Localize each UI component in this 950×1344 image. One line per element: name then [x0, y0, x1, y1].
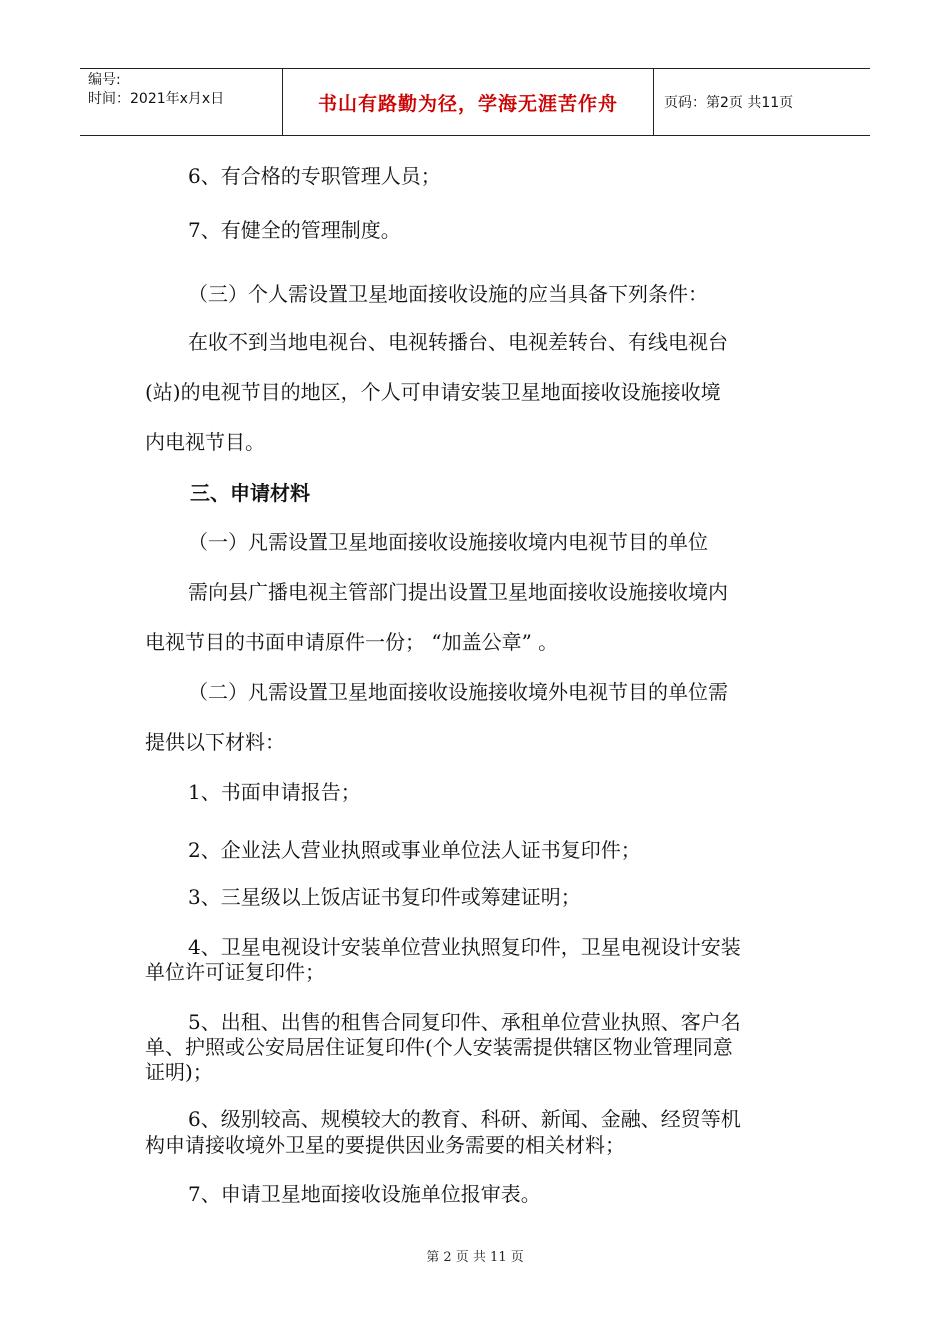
section-heading: 三、申请材料 — [190, 481, 310, 505]
page-footer: 第 2 页 共 11 页 — [426, 1250, 524, 1265]
list-item: 3、三星级以上饭店证书复印件或筹建证明； — [188, 885, 581, 909]
list-item: 4、卫星电视设计安装单位营业执照复印件，卫星电视设计安装 — [188, 935, 741, 959]
header-page-info: 页码：第2页 共11页 — [664, 95, 794, 111]
header-meta — [80, 69, 282, 135]
list-item: 7、申请卫星地面接收设施单位报审表。 — [188, 1182, 541, 1206]
list-item: 6、级别较高、规模较大的教育、科研、新闻、金融、经贸等机 — [188, 1107, 741, 1131]
list-item-continued: 单位许可证复印件； — [145, 960, 325, 984]
list-item: 5、出租、出售的租售合同复印件、承租单位营业执照、客户名 — [188, 1010, 741, 1034]
body-line: 需向县广播电视主管部门提出设置卫星地面接收设施接收境内 — [188, 580, 728, 604]
list-item-continued: 单、护照或公安局居住证复印件(个人安装需提供辖区物业管理同意 — [145, 1035, 733, 1059]
document-number-label: 编号: — [88, 72, 121, 88]
document-header — [80, 68, 870, 136]
body-line: 内电视节目。 — [145, 430, 265, 454]
body-line: （一）凡需设置卫星地面接收设施接收境内电视节目的单位 — [188, 530, 708, 554]
document-time-label: 时间：2021年x月x日 — [88, 91, 225, 107]
list-item: 2、企业法人营业执照或事业单位法人证书复印件； — [188, 838, 641, 862]
body-line: 提供以下材料： — [145, 730, 285, 754]
body-line: （二）凡需设置卫星地面接收设施接收境外电视节目的单位需 — [188, 680, 728, 704]
list-item: 1、书面申请报告； — [188, 780, 361, 804]
body-line: 在收不到当地电视台、电视转播台、电视差转台、有线电视台 — [188, 330, 728, 354]
body-line: （三）个人需设置卫星地面接收设施的应当具备下列条件： — [188, 282, 708, 306]
header-page-cell — [654, 69, 870, 135]
header-motto-cell — [282, 69, 654, 135]
list-item-continued: 构申请接收境外卫星的要提供因业务需要的相关材料； — [145, 1133, 625, 1157]
body-line: 7、有健全的管理制度。 — [188, 218, 401, 242]
body-line: (站)的电视节目的地区，个人可申请安装卫星地面接收设施接收境 — [145, 380, 721, 404]
list-item-continued: 证明)； — [145, 1060, 213, 1084]
header-motto: 书山有路勤为径，学海无涯苦作舟 — [317, 92, 618, 115]
body-line: 6、有合格的专职管理人员； — [188, 164, 441, 188]
body-line: 电视节目的书面申请原件一份； “加盖公章” 。 — [145, 630, 559, 654]
